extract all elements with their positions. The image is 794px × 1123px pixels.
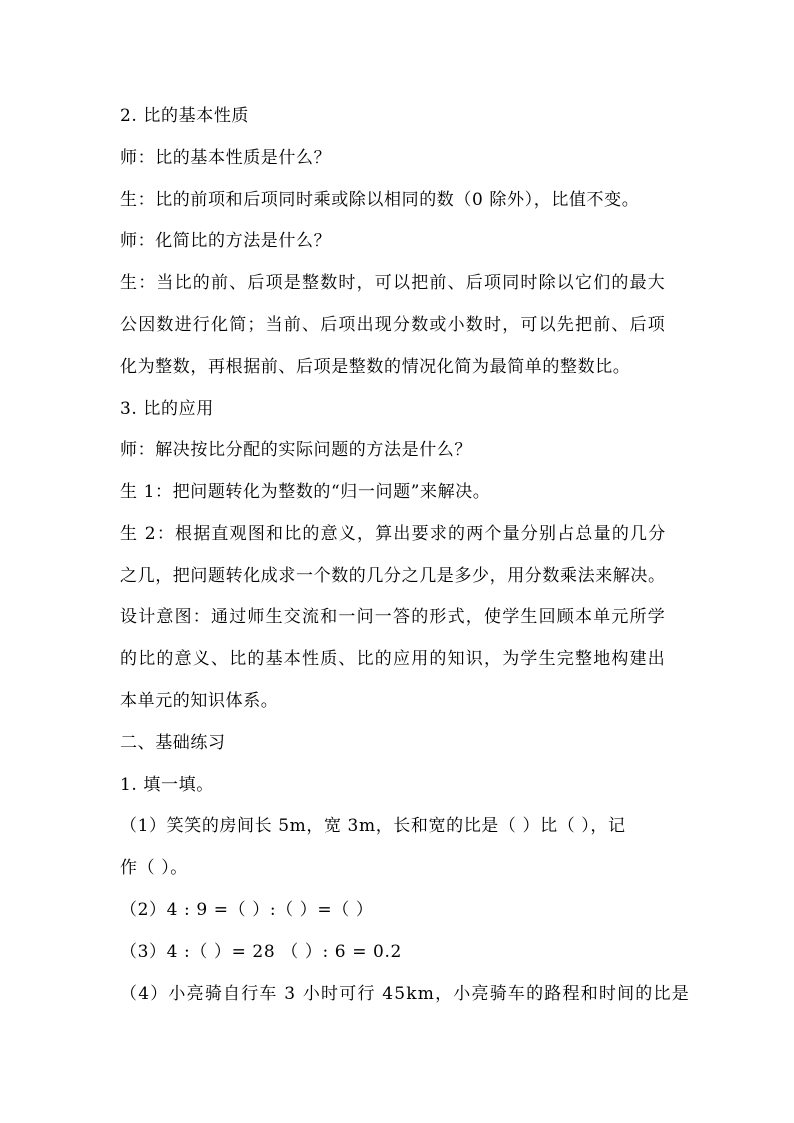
exercise-item-4: （4）小亮骑自行车 3 小时可行 45km，小亮骑车的路程和时间的比是 (120, 984, 690, 1004)
teacher-question-application: 师：解决按比分配的实际问题的方法是什么？ (120, 440, 472, 460)
section-heading-basic-property: 2. 比的基本性质 (120, 106, 250, 126)
student-1-answer: 生 1：把问题转化为整数的“归一问题”来解决。 (120, 482, 491, 502)
section-heading-basic-practice: 二、基础练习 (120, 733, 226, 753)
section-heading-application: 3. 比的应用 (120, 399, 214, 419)
student-answer-simplify-line-3: 化为整数，再根据前、后项是整数的情况化简为最简单的整数比。 (120, 357, 631, 377)
student-answer-simplify-line-1: 生：当比的前、后项是整数时，可以把前、后项同时除以它们的最大 (120, 273, 666, 293)
teacher-question-basic-property: 师：比的基本性质是什么？ (120, 148, 332, 168)
design-intent-line-1: 设计意图：通过师生交流和一问一答的形式，使学生回顾本单元所学 (120, 607, 666, 627)
exercise-item-3: （3）4 :（ ）= 28 （ ）: 6 = 0.2 (120, 942, 402, 962)
exercise-item-1-line-1: （1）笑笑的房间长 5m，宽 3m，长和宽的比是（ ）比（ ），记 (120, 816, 626, 836)
exercise-item-1-line-2: 作（ ）。 (120, 858, 188, 878)
exercise-item-2: （2）4 : 9 =（ ）:（ ）=（ ） (120, 900, 374, 920)
student-answer-simplify-line-2: 公因数进行化简；当前、后项出现分数或小数时，可以先把前、后项 (120, 315, 666, 335)
student-answer-basic-property: 生：比的前项和后项同时乘或除以相同的数（0 除外），比值不变。 (120, 190, 640, 210)
teacher-question-simplify: 师：化简比的方法是什么？ (120, 231, 332, 251)
student-2-answer-line-1: 生 2：根据直观图和比的意义，算出要求的两个量分别占总量的几分 (120, 524, 667, 544)
exercise-heading-fill-in: 1. 填一填。 (120, 775, 214, 795)
design-intent-line-3: 本单元的知识体系。 (120, 691, 279, 711)
design-intent-line-2: 的比的意义、比的基本性质、比的应用的知识，为学生完整地构建出 (120, 649, 666, 669)
student-2-answer-line-2: 之几，把问题转化成求一个数的几分之几是多少，用分数乘法来解决。 (120, 566, 666, 586)
